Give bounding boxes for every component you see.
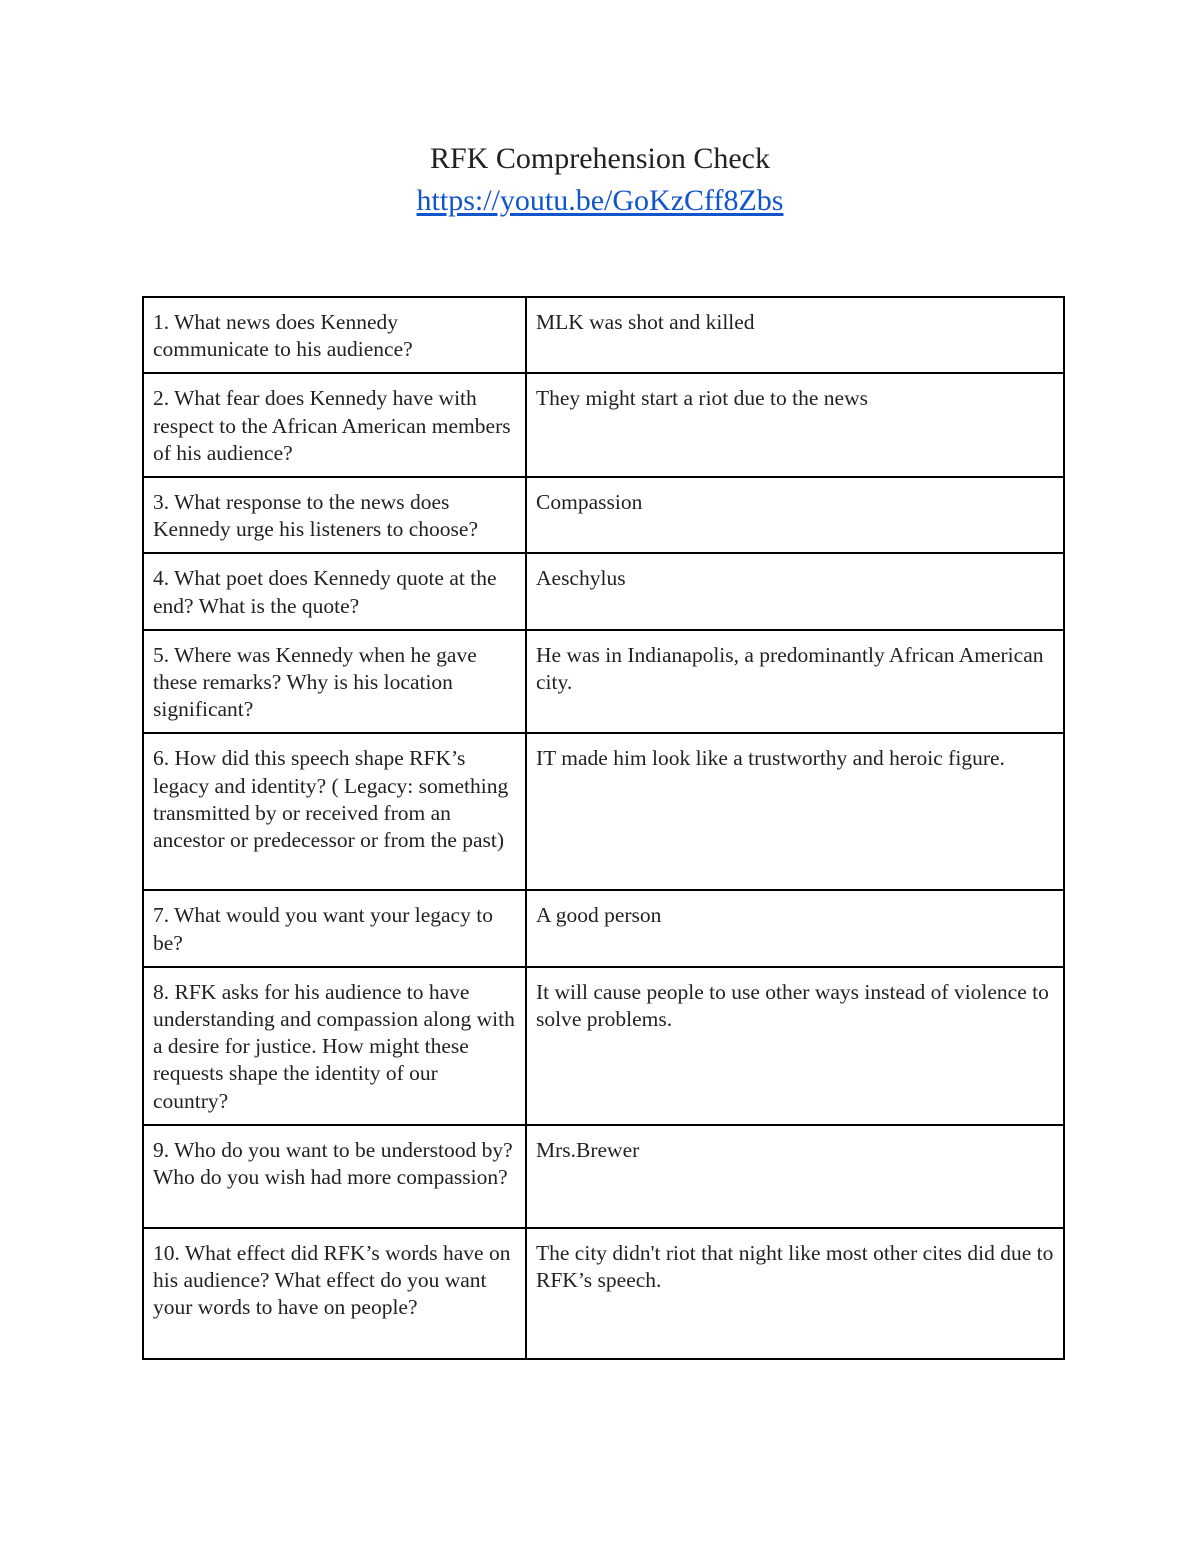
answer-cell: Mrs.Brewer	[526, 1125, 1064, 1228]
table-row	[143, 733, 1064, 890]
answer-cell: A good person	[526, 890, 1064, 966]
table-row	[143, 1228, 1064, 1359]
question-cell: 4. What poet does Kennedy quote at the end? What is the quote?	[143, 553, 526, 629]
table-row	[143, 477, 1064, 553]
question-cell: 2. What fear does Kennedy have with respect to the African American members of his audience?	[143, 373, 526, 477]
answer-cell: He was in Indianapolis, a predominantly African American city.	[526, 630, 1064, 734]
question-cell: 7. What would you want your legacy to be?	[143, 890, 526, 966]
question-cell: 5. Where was Kennedy when he gave these remarks? Why is his location significant?	[143, 630, 526, 734]
answer-cell: It will cause people to use other ways instead of violence to solve problems.	[526, 967, 1064, 1125]
question-cell: 3. What response to the news does Kennedy urge his listeners to choose?	[143, 477, 526, 553]
answer-cell: Aeschylus	[526, 553, 1064, 629]
answer-cell: MLK was shot and killed	[526, 297, 1064, 373]
answer-cell: They might start a riot due to the news	[526, 373, 1064, 477]
table-row	[143, 297, 1064, 373]
question-cell: 6. How did this speech shape RFK’s legacy and identity? ( Legacy: something transmitted by or received from an ancestor or predecessor or from the past)	[143, 733, 526, 890]
video-link[interactable]: https://youtu.be/GoKzCff8Zbs	[416, 184, 784, 217]
table-row	[143, 553, 1064, 629]
table-row	[143, 967, 1064, 1125]
answer-cell: Compassion	[526, 477, 1064, 553]
question-cell: 8. RFK asks for his audience to have understanding and compassion along with a desire for justice. How might these requests shape the identity of our country?	[143, 967, 526, 1125]
table-row	[143, 373, 1064, 477]
answer-cell: The city didn't riot that night like most other cites did due to RFK’s speech.	[526, 1228, 1064, 1359]
table-row	[143, 890, 1064, 966]
document-header	[0, 138, 1200, 222]
table-row	[143, 1125, 1064, 1228]
question-cell: 10. What effect did RFK’s words have on his audience? What effect do you want your words to have on people?	[143, 1228, 526, 1359]
document-title: RFK Comprehension Check	[430, 142, 770, 175]
answer-cell: IT made him look like a trustworthy and heroic figure.	[526, 733, 1064, 890]
question-cell: 1. What news does Kennedy communicate to his audience?	[143, 297, 526, 373]
question-cell: 9. Who do you want to be understood by? Who do you wish had more compassion?	[143, 1125, 526, 1228]
qa-table	[142, 296, 1065, 1360]
table-row	[143, 630, 1064, 734]
